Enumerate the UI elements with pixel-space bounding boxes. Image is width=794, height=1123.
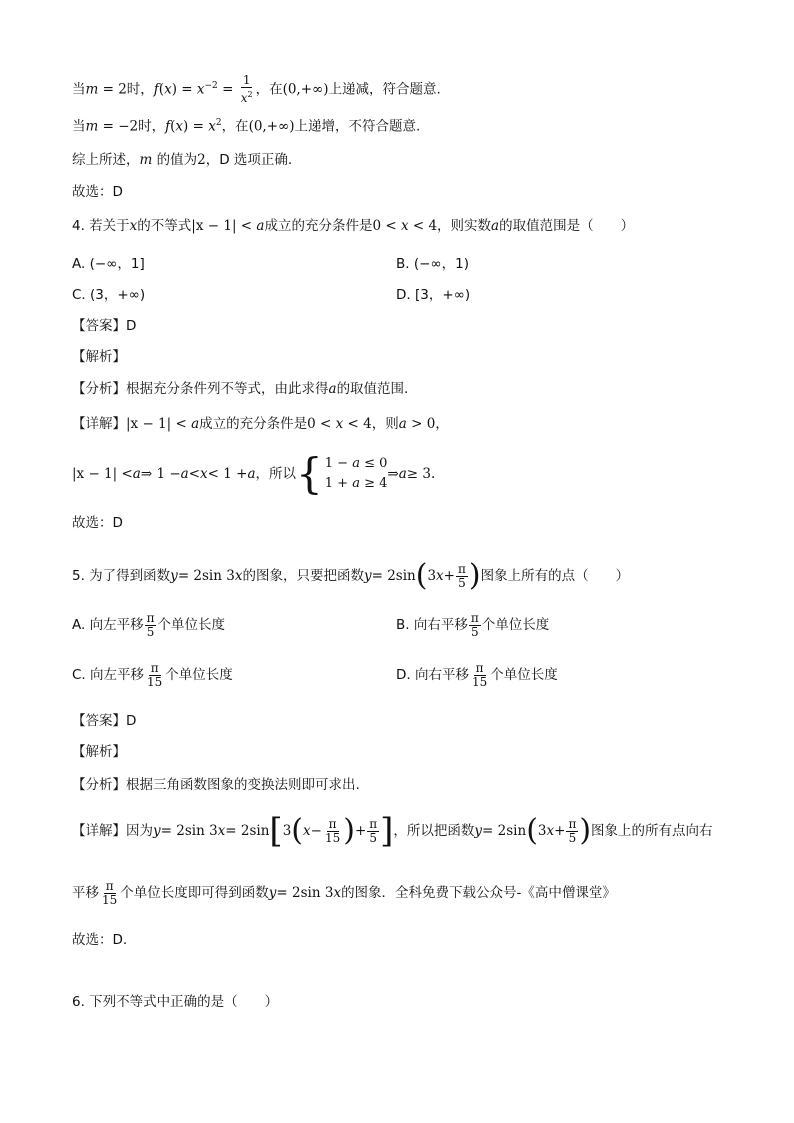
q5-answer: 【答案】D (72, 713, 137, 729)
q5-option-a: A. 向左平移 $\frac{\pi}{5}$ 个单位长度 (72, 610, 225, 639)
choice-line: 故选：D (72, 184, 123, 200)
q5-option-b: B. 向右平移 $\frac{\pi}{5}$ 个单位长度 (396, 610, 550, 639)
q5-option-d: D. 向右平移 $\frac{\pi}{15}$ 个单位长度 (396, 660, 558, 689)
q4-choice: 故选：D (72, 515, 123, 531)
q4-analysis: 【分析】根据充分条件列不等式，由此求得a的取值范围. (72, 381, 409, 397)
question-4: 4. 若关于x的不等式|x − 1| < a成立的充分条件是0 < x < 4，则实数a的取值范围是（ ） (72, 218, 635, 234)
q4-option-c: C. (3，+∞) (72, 287, 146, 303)
q4-option-d: D. [3，+∞) (396, 287, 471, 303)
solution-summary: 综上所述，m 的值为2，D 选项正确. (72, 152, 293, 168)
q5-option-c: C. 向左平移 $\frac{\pi}{15}$ 个单位长度 (72, 660, 233, 689)
q5-detail-1: 【详解】因为 y = 2sin 3 x = 2sin [ 3 ( x − $\frac{\pi}{15}$ ) + $\frac{\pi}{5}$ ] ，所以把函数 y = 2sin ( 3 x + $\frac{\pi}{5}$ ) 图象上的所有点向右 (72, 811, 713, 851)
solution-line-m-2: 当m = 2时，$f(x) = x^{-2}$ = $\frac{1}{x^2}$ ，在(0,+∞)上递减，符合题意. (72, 73, 441, 105)
solution-line-m-neg2: 当m = −2时，$f(x) = x^2$，在(0,+∞)上递增，不符合题意. (72, 118, 421, 135)
question-6: 6. 下列不等式中正确的是（ ） (72, 994, 279, 1010)
q5-choice: 故选：D. (72, 932, 128, 948)
question-5: 5. 为了得到函数 y = 2sin 3 x 的图象，只要把函数 y = 2sin ( 3 x + $\frac{\pi}{5}$ ) 图象上所有的点（ ） (72, 558, 630, 593)
q4-detail-1: 【详解】|x − 1| < a成立的充分条件是0 < x < 4，则a > 0， (72, 416, 449, 432)
q4-detail-2: |x − 1| < a ⇒ 1 − a < x < 1 + a ，所以 { 1 − a ≤ 0 1 + a ≥ 4 ⇒ a ≥ 3. (72, 449, 436, 498)
q5-detail-2: 平移 $\frac{\pi}{15}$ 个单位长度即可得到函数 y = 2sin 3 x 的图象．全科免费下载公众号-《高中僧课堂》 (72, 878, 616, 907)
q5-jiexi: 【解析】 (72, 744, 126, 760)
q4-option-b: B. (−∞，1) (396, 256, 470, 272)
q5-analysis: 【分析】根据三角函数图象的变换法则即可求出. (72, 777, 360, 793)
q4-jiexi: 【解析】 (72, 349, 126, 365)
fraction: $\frac{1}{x^2}$ (240, 73, 253, 105)
q4-option-a: A. (−∞，1] (72, 256, 145, 272)
q4-answer: 【答案】D (72, 318, 137, 334)
inequality-system: { 1 − a ≤ 0 1 + a ≥ 4 (296, 449, 388, 498)
fraction: $\frac{\pi}{5}$ (457, 561, 466, 590)
